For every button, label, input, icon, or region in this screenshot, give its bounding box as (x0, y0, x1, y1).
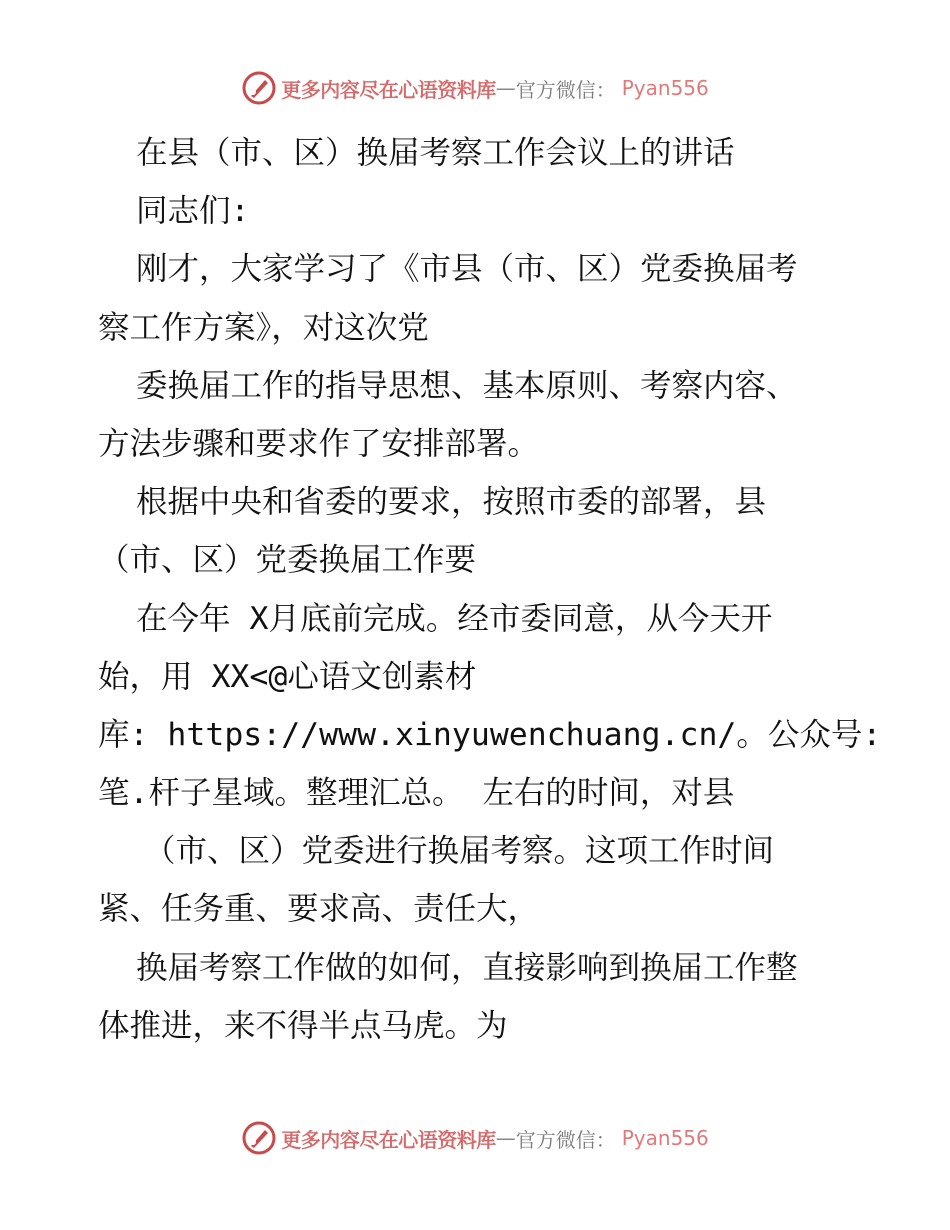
header-banner (0, 70, 950, 106)
pen-logo-icon (241, 1120, 277, 1156)
footer-wechat-id: Pyan556 (621, 1126, 709, 1150)
doc-title: 在县（市、区）换届考察工作会议上的讲话 (136, 135, 735, 171)
doc-line: 察工作方案》，对这次党 (98, 309, 429, 346)
doc-line: 换届考察工作做的如何，直接影响到换届工作整 (136, 949, 798, 986)
doc-line: 根据中央和省委的要求，按照市委的部署，县 (136, 484, 767, 521)
doc-line: （市、区）党委进行换届考察。这项工作时间 (144, 833, 775, 870)
header-wechat-id: Pyan556 (621, 76, 709, 100)
doc-line: 始，用 XX<@心语文创素材 (98, 658, 477, 695)
doc-line: （市、区）党委换届工作要 (98, 542, 477, 579)
doc-line: 同志们: (136, 193, 250, 230)
doc-line-url: 库: https://www.xinyuwenchuang.cn/。公众号: (98, 716, 882, 753)
pen-logo-icon (241, 70, 277, 106)
footer-dash: — (495, 1126, 516, 1150)
doc-line: 刚才，大家学习了《市县（市、区）党委换届考 (136, 251, 798, 288)
document-body (98, 124, 882, 1055)
doc-line: 在今年 X月底前完成。经市委同意，从今天开 (136, 600, 773, 637)
doc-line: 笔.杆子星域。整理汇总。 左右的时间，对县 (98, 775, 735, 812)
footer-wechat-label: 官方微信： (515, 1127, 616, 1152)
doc-line: 紧、任务重、要求高、责任大， (98, 891, 540, 928)
footer-banner (0, 1120, 950, 1156)
doc-line: 委换届工作的指导思想、基本原则、考察内容、 (136, 367, 798, 404)
footer-main-text: 更多内容尽在心语资料库 (281, 1127, 496, 1152)
header-main-text: 更多内容尽在心语资料库 (281, 77, 496, 102)
header-dash: — (495, 76, 516, 100)
header-wechat-label: 官方微信： (515, 77, 616, 102)
doc-line: 体推进，来不得半点马虎。为 (98, 1007, 508, 1044)
doc-line: 方法步骤和要求作了安排部署。 (98, 425, 540, 462)
